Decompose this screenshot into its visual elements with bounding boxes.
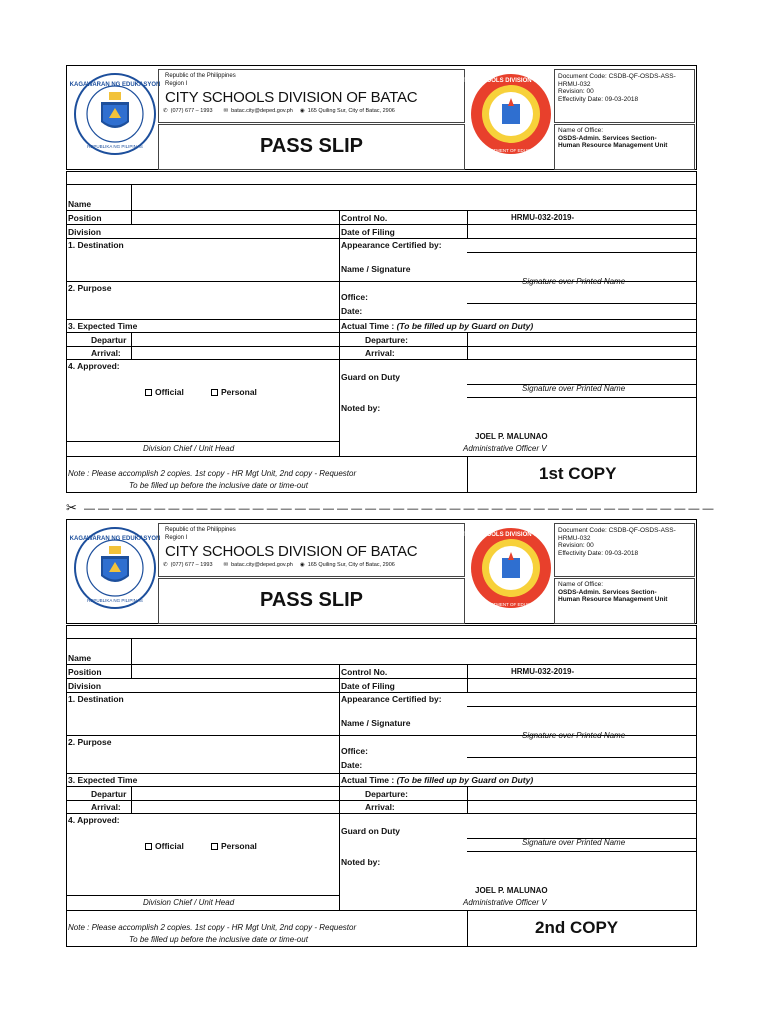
date-filing-label: Date of Filing	[341, 681, 395, 691]
slip-header	[66, 519, 697, 624]
region-text: Region I	[165, 81, 188, 87]
office-line2: Human Resource Management Unit	[558, 142, 668, 149]
document-code-box	[554, 523, 695, 577]
phone-icon: ✆	[163, 108, 168, 114]
division-name: CITY SCHOOLS DIVISION OF BATAC	[165, 543, 418, 560]
svg-text:REPUBLIKA NG PILIPINAS: REPUBLIKA NG PILIPINAS	[87, 598, 143, 603]
division-name: CITY SCHOOLS DIVISION OF BATAC	[165, 89, 418, 106]
address-text: 165 Quiling Sur, City of Batac, 2906	[307, 562, 395, 568]
official-checkbox[interactable]: Official	[145, 841, 184, 851]
destination-label: 1. Destination	[68, 240, 124, 250]
region-text: Region I	[165, 535, 188, 541]
office-label: Name of Office:	[558, 581, 604, 588]
slip-form	[66, 625, 697, 947]
position-label: Position	[68, 667, 102, 677]
note-line1: Note : Please accomplish 2 copies. 1st copy - HR Mgt Unit, 2nd copy - Requestor	[68, 469, 357, 478]
office-label: Office:	[341, 746, 368, 756]
guard-label: Guard on Duty	[341, 826, 401, 836]
office-box	[554, 124, 695, 170]
division-info-box	[158, 523, 465, 577]
noted-by-label: Noted by:	[341, 403, 381, 413]
svg-text:CITY SCHOOLS DIVISION OF BATAC: CITY SCHOOLS DIVISION OF BATAC	[458, 78, 564, 84]
departure-actual-label: Departure:	[365, 335, 408, 345]
actual-time-label: Actual Time : (To be filled up by Guard on Duty)	[341, 775, 534, 785]
note-line1: Note : Please accomplish 2 copies. 1st copy - HR Mgt Unit, 2nd copy - Requestor	[68, 923, 357, 932]
division-label: Division	[68, 227, 102, 237]
division-seal-logo	[458, 70, 564, 158]
svg-text:KAGAWARAN NG EDUKASYON: KAGAWARAN NG EDUKASYON	[69, 82, 161, 88]
noted-by-label: Noted by:	[341, 857, 381, 867]
division-info-box	[158, 69, 465, 123]
contact-line	[163, 562, 395, 568]
location-icon: ◉	[299, 562, 305, 568]
office-line2: Human Resource Management Unit	[558, 596, 668, 603]
phone-icon: ✆	[163, 562, 168, 568]
email-icon: ✉	[223, 108, 229, 114]
copy-label: 2nd COPY	[535, 918, 619, 937]
svg-text:DEPARTMENT OF EDUCATION: DEPARTMENT OF EDUCATION	[478, 602, 544, 607]
office-label: Office:	[341, 292, 368, 302]
svg-text:KAGAWARAN NG EDUKASYON: KAGAWARAN NG EDUKASYON	[69, 536, 161, 542]
date-label: Date:	[341, 306, 363, 316]
position-label: Position	[68, 213, 102, 223]
address-text: 165 Quiling Sur, City of Batac, 2906	[307, 108, 395, 114]
email-icon: ✉	[223, 562, 229, 568]
arrival-actual-label: Arrival:	[365, 802, 395, 812]
destination-label: 1. Destination	[68, 694, 124, 704]
appearance-label: Appearance Certified by:	[341, 694, 442, 704]
appearance-label: Appearance Certified by:	[341, 240, 442, 250]
signature-printed-name: Signature over Printed Name	[522, 277, 626, 286]
slip-header	[66, 65, 697, 170]
approved-label: 4. Approved:	[68, 815, 120, 825]
location-icon: ◉	[299, 108, 305, 114]
contact-line	[163, 108, 395, 114]
guard-signature-printed-name: Signature over Printed Name	[522, 384, 626, 393]
departure-label: Departur	[91, 335, 127, 345]
copy-label: 1st COPY	[539, 464, 617, 483]
noter-title: Administrative Officer V	[463, 898, 547, 907]
approved-label: 4. Approved:	[68, 361, 120, 371]
pass-slip-second-copy	[66, 519, 697, 947]
revision: Revision: 00	[558, 88, 594, 95]
svg-text:CITY SCHOOLS DIVISION OF BATAC: CITY SCHOOLS DIVISION OF BATAC	[458, 532, 564, 538]
control-no-value: HRMU-032-2019-	[511, 667, 575, 676]
name-signature-label: Name / Signature	[341, 264, 411, 274]
slip-form	[66, 171, 697, 493]
revision: Revision: 00	[558, 542, 594, 549]
departure-label: Departur	[91, 789, 127, 799]
document-code-box	[554, 69, 695, 123]
name-label: Name	[68, 653, 92, 663]
effectivity: Effectivity Date: 09-03-2018	[558, 95, 639, 103]
office-label: Name of Office:	[558, 127, 604, 134]
phone-text: (077) 677 – 1993	[170, 562, 213, 568]
personal-checkbox[interactable]: Personal	[211, 387, 257, 397]
deped-seal-logo	[69, 72, 161, 156]
control-no-label: Control No.	[341, 667, 388, 677]
page-title: PASS SLIP	[260, 589, 363, 611]
doc-code: Document Code: CSDB-QF-OSDS-ASS-HRMU-032	[558, 73, 676, 88]
title-box	[158, 124, 465, 170]
personal-checkbox[interactable]: Personal	[211, 841, 257, 851]
svg-text:DEPARTMENT OF EDUCATION: DEPARTMENT OF EDUCATION	[478, 148, 544, 153]
division-label: Division	[68, 681, 102, 691]
office-box	[554, 578, 695, 624]
republic-text: Republic of the Philippines	[165, 73, 236, 79]
actual-time-label: Actual Time : (To be filled up by Guard on Duty)	[341, 321, 534, 331]
official-checkbox[interactable]: Official	[145, 387, 184, 397]
purpose-label: 2. Purpose	[68, 737, 112, 747]
expected-time-label: 3. Expected Time	[68, 775, 138, 785]
division-chief-label: Division Chief / Unit Head	[143, 898, 235, 907]
name-label: Name	[68, 199, 92, 209]
expected-time-label: 3. Expected Time	[68, 321, 138, 331]
control-no-value: HRMU-032-2019-	[511, 213, 575, 222]
guard-signature-printed-name: Signature over Printed Name	[522, 838, 626, 847]
note-line2: To be filled up before the inclusive date or time-out	[129, 935, 308, 944]
guard-label: Guard on Duty	[341, 372, 401, 382]
title-box	[158, 578, 465, 624]
date-label: Date:	[341, 760, 363, 770]
email-text: batac.city@deped.gov.ph	[231, 562, 293, 568]
doc-code: Document Code: CSDB-QF-OSDS-ASS-HRMU-032	[558, 527, 676, 542]
arrival-label: Arrival:	[91, 802, 121, 812]
arrival-actual-label: Arrival:	[365, 348, 395, 358]
deped-seal-logo	[69, 526, 161, 610]
republic-text: Republic of the Philippines	[165, 527, 236, 533]
departure-actual-label: Departure:	[365, 789, 408, 799]
division-chief-label: Division Chief / Unit Head	[143, 444, 235, 453]
effectivity: Effectivity Date: 09-03-2018	[558, 549, 639, 557]
name-signature-label: Name / Signature	[341, 718, 411, 728]
arrival-label: Arrival:	[91, 348, 121, 358]
office-line1: OSDS-Admin. Services Section-	[558, 134, 657, 142]
noter-title: Administrative Officer V	[463, 444, 547, 453]
noter-name: JOEL P. MALUNAO	[475, 886, 548, 895]
office-line1: OSDS-Admin. Services Section-	[558, 588, 657, 596]
email-text: batac.city@deped.gov.ph	[231, 108, 293, 114]
purpose-label: 2. Purpose	[68, 283, 112, 293]
control-no-label: Control No.	[341, 213, 388, 223]
date-filing-label: Date of Filing	[341, 227, 395, 237]
svg-text:REPUBLIKA NG PILIPINAS: REPUBLIKA NG PILIPINAS	[87, 144, 143, 149]
scissors-icon: ✂	[66, 500, 77, 515]
signature-printed-name: Signature over Printed Name	[522, 731, 626, 740]
note-line2: To be filled up before the inclusive date or time-out	[129, 481, 308, 490]
cut-dashes: — — — — — — — — — — — — — — — — — — — — — — — — — — — — — — — — — — — — — — — — — — — — —	[84, 503, 714, 515]
division-seal-logo	[458, 524, 564, 612]
pass-slip-first-copy	[66, 65, 697, 493]
noter-name: JOEL P. MALUNAO	[475, 432, 548, 441]
page-title: PASS SLIP	[260, 135, 363, 157]
phone-text: (077) 677 – 1993	[170, 108, 213, 114]
